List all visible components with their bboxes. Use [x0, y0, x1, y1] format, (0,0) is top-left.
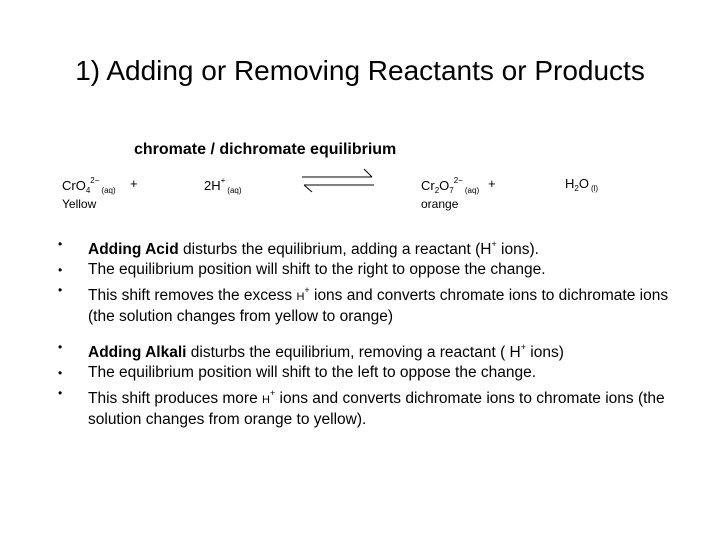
alkali-bullet-list	[56, 337, 676, 430]
list-item: • The equilibrium position will shift to the left to oppose the change.	[58, 364, 537, 381]
slide-title: 1) Adding or Removing Reactants or Products	[75, 55, 645, 86]
list-item: • Adding Alkali disturbs the equilibrium, removing a reactant ( H+ ions)	[56, 337, 676, 363]
water-formula: $H_2O$ $_{(l)}$	[565, 176, 599, 193]
hydrogen-ion-formula: $2H^+_{(aq)}$	[204, 176, 242, 195]
bullet-icon: •	[58, 237, 63, 251]
bullet-icon: •	[58, 283, 63, 297]
plus-sign: +	[130, 176, 138, 191]
list-item: • The equilibrium position will shift to the right to oppose the change.	[58, 261, 546, 278]
orange-label: orange	[421, 197, 459, 211]
bullet-icon: •	[58, 366, 63, 380]
list-item: • This shift produces more H+ ions and converts dichromate ions to chromate ions (the solution changes from orange to yellow).	[56, 383, 676, 430]
equilibrium-arrows-icon	[300, 167, 376, 193]
bullet-icon: •	[58, 340, 63, 354]
yellow-label: Yellow	[62, 197, 97, 211]
dichromate-formula: $Cr_2O_7^{2-}_{(aq)}$	[421, 176, 480, 195]
list-item: • This shift removes the excess H+ ions and converts chromate ions to dichromate ions (the solution changes from yellow to orange)	[56, 280, 676, 327]
chromate-formula: CrO$_4^{2-}_{(aq)}$	[62, 176, 116, 195]
equation-heading: chromate / dichromate equilibrium	[134, 141, 397, 158]
plus-sign: +	[488, 176, 496, 191]
acid-bullet-list	[56, 234, 676, 327]
bullet-icon: •	[58, 386, 63, 400]
list-item: • Adding Acid disturbs the equilibrium, adding a reactant (H+ ions).	[56, 234, 676, 260]
bullet-icon: •	[58, 263, 63, 277]
